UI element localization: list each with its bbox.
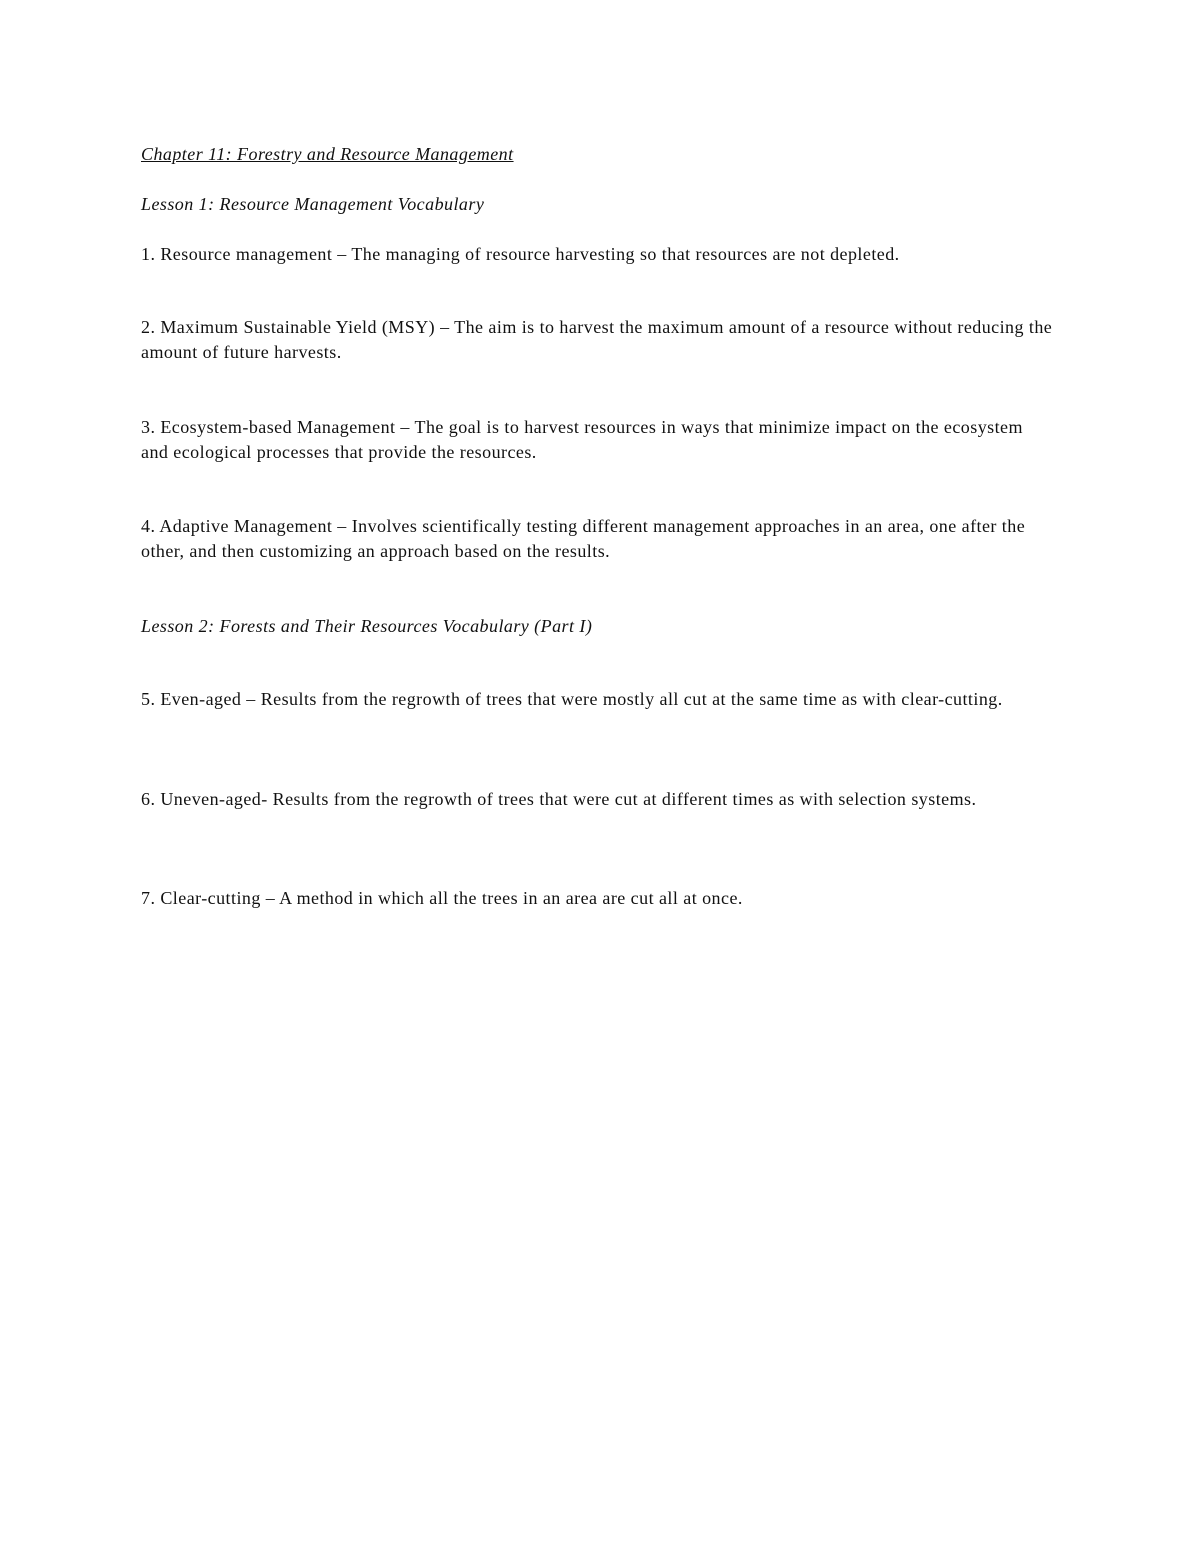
- vocab-item-6: 6. Uneven-aged- Results from the regrowth of trees that were cut at different times as with selection systems.: [141, 789, 977, 809]
- lesson-2-title: Lesson 2: Forests and Their Resources Vocabulary (Part I): [141, 616, 593, 636]
- vocab-item-4: 4. Adaptive Management – Involves scientifically testing different management approaches in an area, one after the other, and then customizing an approach based on the results.: [141, 516, 1026, 561]
- vocab-item-2: 2. Maximum Sustainable Yield (MSY) – The aim is to harvest the maximum amount of a resource without reducing the amount of future harvests.: [141, 317, 1053, 362]
- vocab-item-7: 7. Clear-cutting – A method in which all the trees in an area are cut all at once.: [141, 888, 743, 908]
- chapter-title: Chapter 11: Forestry and Resource Management: [141, 144, 514, 164]
- vocab-item-5: 5. Even-aged – Results from the regrowth of trees that were mostly all cut at the same time as with clear-cutting.: [141, 689, 1003, 709]
- vocab-item-3: 3. Ecosystem-based Management – The goal is to harvest resources in ways that minimize impact on the ecosystem and ecological processes that provide the resources.: [141, 417, 1023, 462]
- vocab-item-1: 1. Resource management – The managing of resource harvesting so that resources are not depleted.: [141, 244, 900, 264]
- lesson-1-title: Lesson 1: Resource Management Vocabulary: [141, 194, 485, 214]
